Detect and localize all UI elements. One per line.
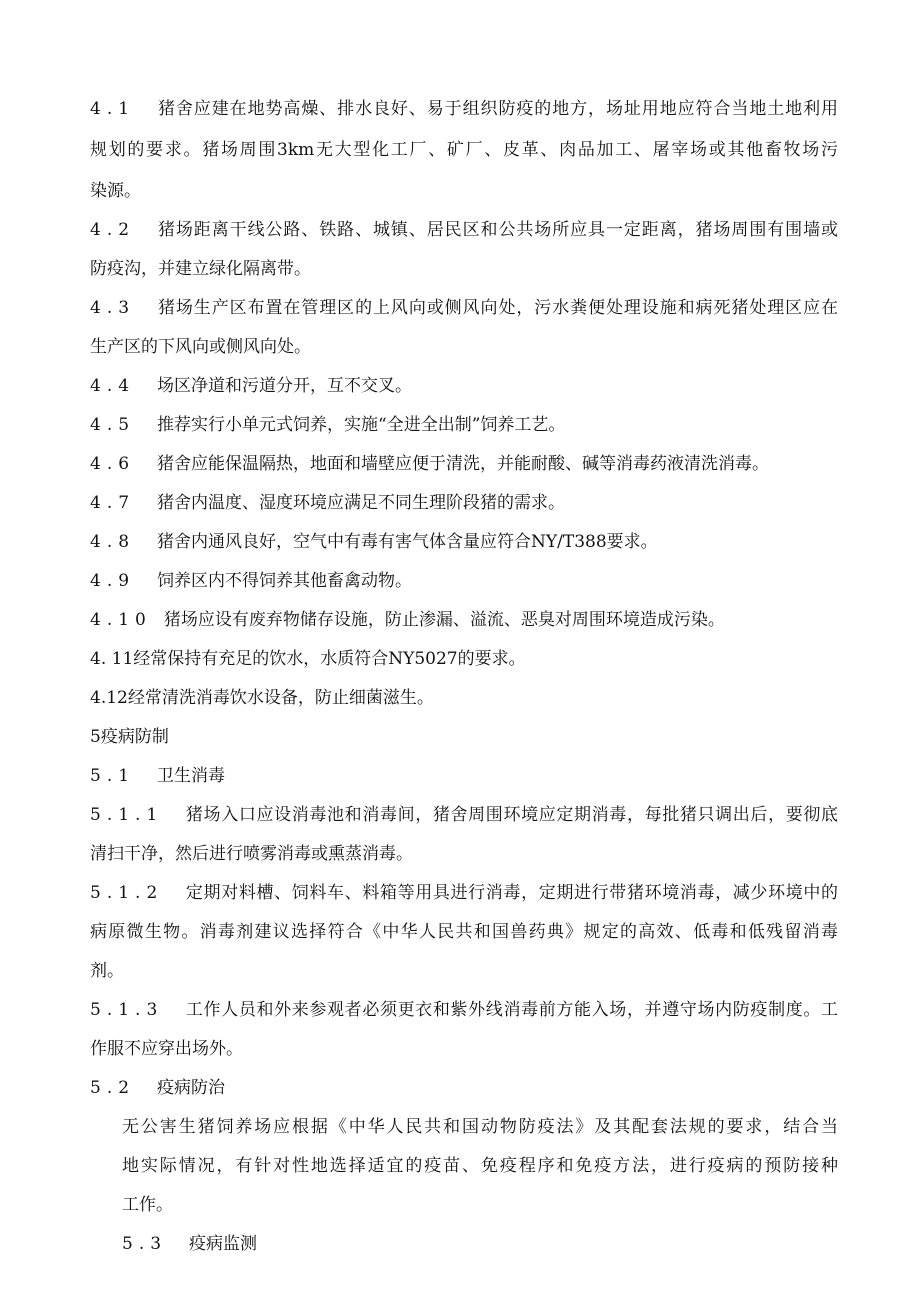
clause-number: 4.3 bbox=[90, 298, 136, 318]
clause-number: 4.5 bbox=[90, 415, 136, 435]
section-heading: 5疫病防制 bbox=[90, 727, 169, 747]
clause-4-8 bbox=[90, 530, 658, 554]
clause-5-1-1 bbox=[90, 803, 838, 827]
text-line: 清扫干净，然后进行喷雾消毒或熏蒸消毒。 bbox=[90, 844, 413, 864]
clause-text: 猪场生产区布置在管理区的上风向或侧风向处，污水粪便处理设施和病死猪处理区应在 bbox=[157, 298, 838, 318]
clause-text: 猪场应设有废弃物储存设施，防止渗漏、溢流、恶臭对周围环境造成污染。 bbox=[163, 610, 725, 630]
clause-text: 场区净道和污道分开，互不交叉。 bbox=[157, 376, 413, 396]
clause-4-1 bbox=[90, 97, 838, 121]
clause-4-10 bbox=[90, 608, 725, 632]
clause-text: 推荐实行小单元式饲养，实施“全进全出制”饲养工艺。 bbox=[157, 415, 566, 435]
clause-text: 猪舍内通风良好，空气中有毒有害气体含量应符合NY/T388要求。 bbox=[157, 532, 658, 552]
clause-number: 4.7 bbox=[90, 493, 136, 513]
clause-4-2 bbox=[90, 218, 838, 242]
clause-number: 4.9 bbox=[90, 571, 136, 591]
clause-text: 猪舍内温度、湿度环境应满足不同生理阶段猪的需求。 bbox=[157, 493, 566, 513]
text-line: 作服不应穿出场外。 bbox=[90, 1039, 243, 1059]
clause-number: 5.2 bbox=[90, 1078, 136, 1098]
clause-number: 5.1.2 bbox=[90, 883, 164, 903]
clause-number: 4.8 bbox=[90, 532, 136, 552]
clause-4-3 bbox=[90, 296, 838, 320]
clause-text: 猪场入口应设消毒池和消毒间，猪舍周围环境应定期消毒，每批猪只调出后，要彻底 bbox=[185, 805, 838, 825]
text-line: 无公害生猪饲养场应根据《中华人民共和国动物防疫法》及其配套法规的要求，结合当 bbox=[122, 1117, 838, 1137]
clause-number: 5.1.3 bbox=[90, 1000, 164, 1020]
clause-5-1-3 bbox=[90, 998, 838, 1022]
clause-5-3 bbox=[122, 1232, 257, 1256]
clause-4-11: 4. 11经常保持有充足的饮水，水质符合NY5027的要求。 bbox=[90, 649, 526, 669]
clause-4-4 bbox=[90, 374, 412, 398]
text-line: 染源。 bbox=[90, 181, 141, 201]
clause-text: 猪舍应建在地势高燥、排水良好、易于组织防疫的地方，场址用地应符合当地土地利用 bbox=[157, 99, 838, 119]
clause-number: 4.2 bbox=[90, 220, 136, 240]
clause-text: 猪舍应能保温隔热，地面和墙壁应便于清洗，并能耐酸、碱等消毒药液清洗消毒。 bbox=[157, 454, 770, 474]
clause-text: 定期对料槽、饲料车、料箱等用具进行消毒，定期进行带猪环境消毒，减少环境中的 bbox=[185, 883, 838, 903]
text-line: 防疫沟，并建立绿化隔离带。 bbox=[90, 259, 311, 279]
clause-4-12: 4.12经常清洗消毒饮水设备，防止细菌滋生。 bbox=[90, 688, 434, 708]
clause-number: 5.3 bbox=[122, 1234, 168, 1254]
clause-number: 5.1.1 bbox=[90, 805, 164, 825]
clause-4-9 bbox=[90, 569, 412, 593]
text-line: 地实际情况，有针对性地选择适宜的疫苗、免疫程序和免疫方法，进行疫病的预防接种 bbox=[122, 1156, 838, 1176]
clause-text: 猪场距离干线公路、铁路、城镇、居民区和公共场所应具一定距离，猪场周围有围墙或 bbox=[157, 220, 838, 240]
clause-number: 4.4 bbox=[90, 376, 136, 396]
clause-text: 工作人员和外来参观者必须更衣和紫外线消毒前方能入场，并遵守场内防疫制度。工 bbox=[185, 1000, 838, 1020]
clause-text: 疫病监测 bbox=[189, 1234, 258, 1254]
clause-text: 疫病防治 bbox=[157, 1078, 226, 1098]
clause-number: 4.10 bbox=[90, 610, 152, 630]
clause-5-1 bbox=[90, 764, 225, 788]
clause-number: 5.1 bbox=[90, 766, 136, 786]
text-line: 剂。 bbox=[90, 961, 124, 981]
clause-number: 4.1 bbox=[90, 99, 136, 119]
clause-number: 4.6 bbox=[90, 454, 136, 474]
clause-4-5 bbox=[90, 413, 565, 437]
text-line: 病原微生物。消毒剂建议选择符合《中华人民共和国兽药典》规定的高效、低毒和低残留消毒 bbox=[90, 922, 838, 942]
clause-4-6 bbox=[90, 452, 769, 476]
text-line: 工作。 bbox=[122, 1195, 173, 1215]
text-line: 生产区的下风向或侧风向处。 bbox=[90, 337, 311, 357]
text-line: 规划的要求。猪场周围3km无大型化工厂、矿厂、皮革、肉品加工、屠宰场或其他畜牧场污 bbox=[90, 140, 838, 160]
clause-4-7 bbox=[90, 491, 565, 515]
clause-5-2 bbox=[90, 1076, 225, 1100]
clause-text: 卫生消毒 bbox=[157, 766, 226, 786]
clause-text: 饲养区内不得饲养其他畜禽动物。 bbox=[157, 571, 413, 591]
clause-5-1-2 bbox=[90, 881, 838, 905]
